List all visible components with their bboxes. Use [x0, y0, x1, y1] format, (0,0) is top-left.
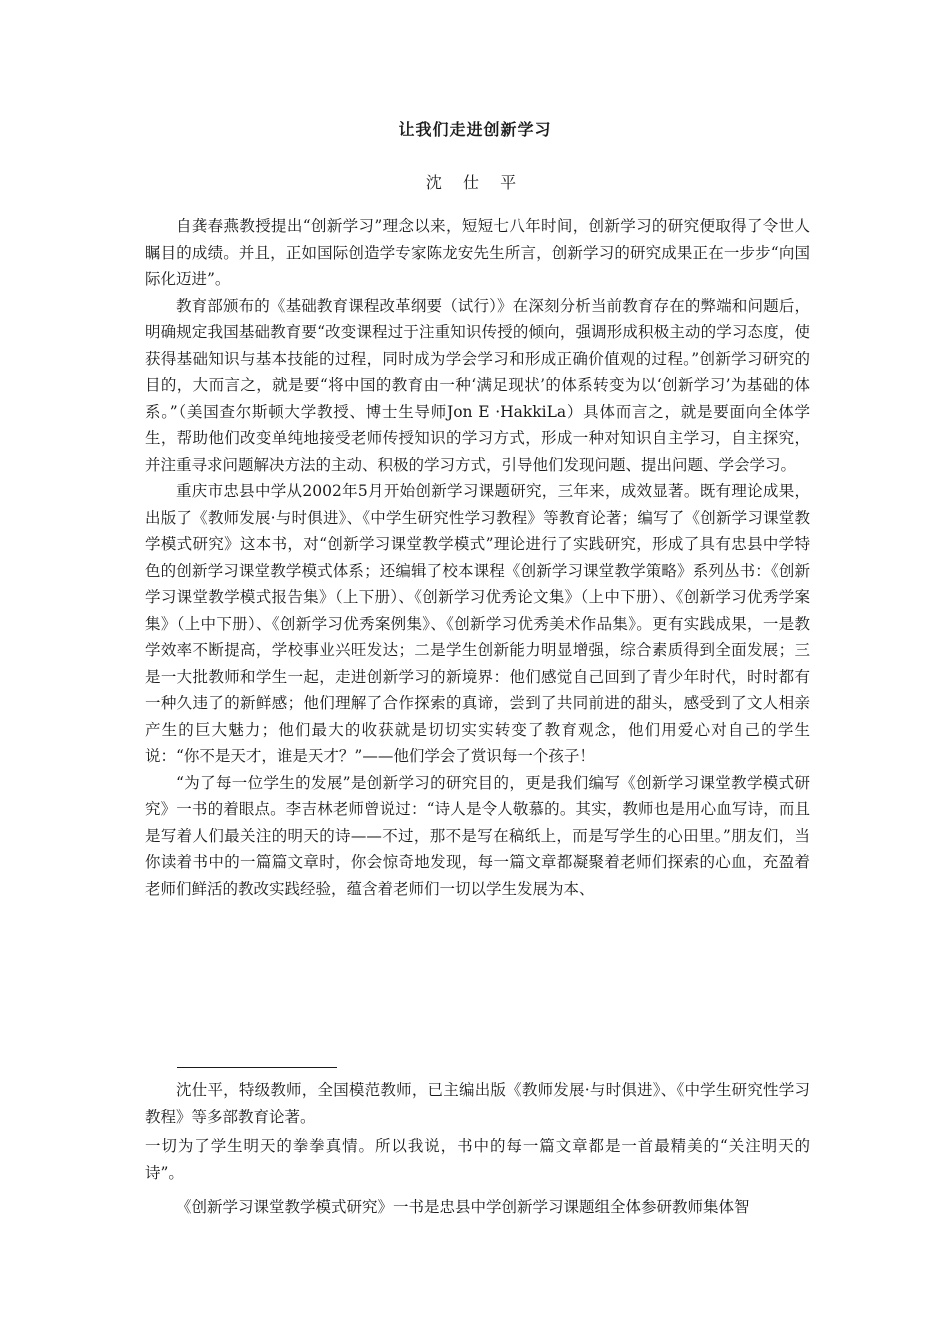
paragraph-4: “为了每一位学生的发展”是创新学习的研究目的，更是我们编写《创新学习课堂教学模式研究》一书的着眼点。李吉林老师曾说过：“诗人是令人敬慕的。其实，教师也是用心血写诗，而且是写着人们最关注的明天的诗——不过，那不是写在稿纸上，而是写学生的心田里。”朋友们，当你读着书中的一篇篇文章时，你会惊奇地发现，每一篇文章都凝聚着老师们探索的心血，充盈着老师们鲜活的教改实践经验，蕴含着老师们一切以学生发展为本、 — [145, 773, 810, 898]
paragraph-5: 《创新学习课堂教学模式研究》一书是忠县中学创新学习课题组全体参研教师集体智 — [176, 1198, 750, 1216]
document-title: 让我们走进创新学习 — [398, 120, 552, 139]
paragraph-2: 教育部颁布的《基础教育课程改革纲要（试行）》在深刻分析当前教育存在的弊端和问题后，明确规定我国基础教育要“改变课程过于注重知识传授的倾向，强调形成积极主动的学习态度，使获得基础知识与基本技能的过程，同时成为学会学习和形成正确价值观的过程。”创新学习研究的目的，大而言之，就是要“将中国的教育由一种‘满足现状’的体系转变为以‘创新学习’为基础的体系。”（美国查尔斯顿大学教授、博士生导师Jon E ·HakkiLa）具体而言之，就是要面向全体学生，帮助他们改变单纯地接受老师传授知识的学习方式，形成一种对知识自主学习，自主探究，并注重寻求问题解决方法的主动、积极的学习方式，引导他们发现问题、提出问题、学会学习。 — [145, 296, 810, 474]
author-name: 沈 仕 平 — [425, 173, 525, 192]
body-text — [145, 213, 810, 902]
paragraph-continuation: 一切为了学生明天的拳拳真情。所以我说，书中的每一篇文章都是一首最精美的“关注明天的诗”。 — [145, 1137, 810, 1182]
footnote — [145, 1077, 810, 1130]
footnote-divider — [177, 1067, 337, 1068]
paragraph-1: 自龚春燕教授提出“创新学习”理念以来，短短七八年时间，创新学习的研究便取得了令世人瞩目的成绩。并且，正如国际创造学专家陈龙安先生所言，创新学习的研究成果正在一步步“向国际化迈进”。 — [145, 217, 810, 288]
paragraph-3: 重庆市忠县中学从2002年5月开始创新学习课题研究，三年来，成效显著。既有理论成果，出版了《教师发展·与时俱进》、《中学生研究性学习教程》等教育论著；编写了《创新学习课堂教学模式研究》这本书，对“创新学习课堂教学模式”理论进行了实践研究，形成了具有忠县中学特色的创新学习课堂教学模式体系；还编辑了校本课程《创新学习课堂教学策略》系列丛书：《创新学习课堂教学模式报告集》（上下册）、《创新学习优秀论文集》（上中下册）、《创新学习优秀学案集》（上中下册）、《创新学习优秀案例集》、《创新学习优秀美术作品集》。更有实践成果，一是教学效率不断提高，学校事业兴旺发达；二是学生创新能力明显增强，综合素质得到全面发展；三是一大批教师和学生一起，走进创新学习的新境界：他们感觉自己回到了青少年时代，时时都有一种久违了的新鲜感；他们理解了合作探索的真谛，尝到了共同前进的甜头，感受到了文人相亲产生的巨大魅力；他们最大的收获就是切切实实转变了教育观念，他们用爱心对自己的学生说：“你不是天才，谁是天才？”——他们学会了赏识每一个孩子！ — [145, 482, 810, 765]
continued-text — [145, 1133, 810, 1221]
footnote-text: 沈仕平，特级教师，全国模范教师，已主编出版《教师发展·与时俱进》、《中学生研究性学习教程》等多部教育论著。 — [145, 1081, 810, 1126]
